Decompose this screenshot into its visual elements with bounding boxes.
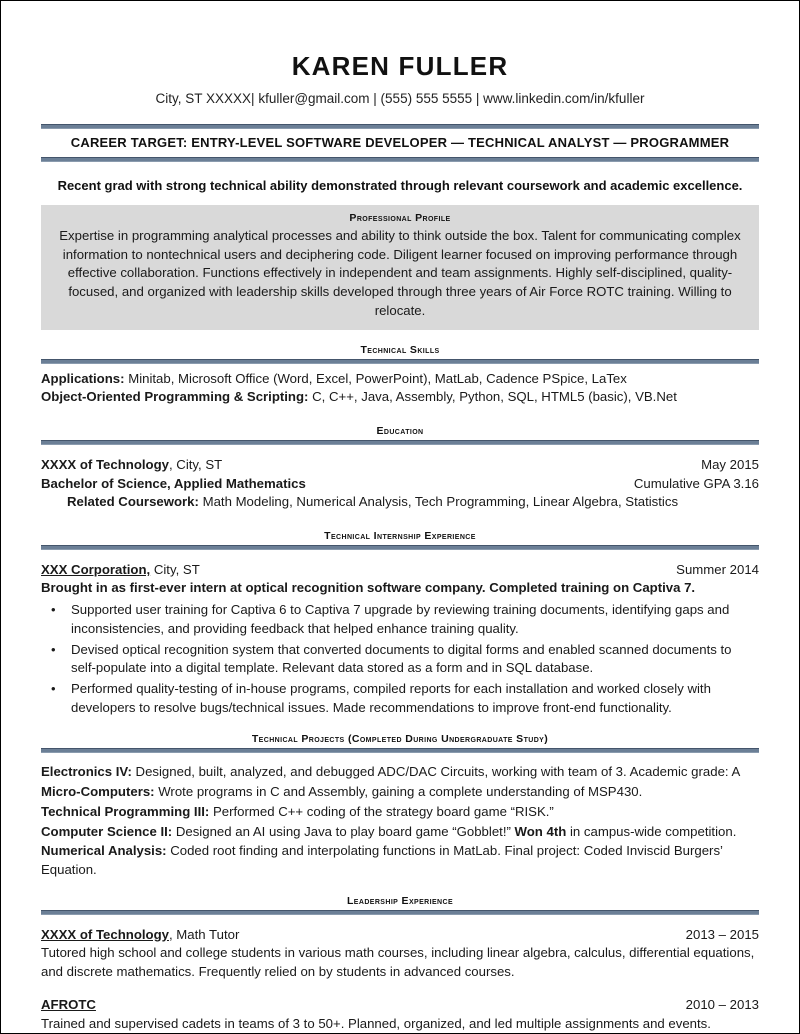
internship-date: Summer 2014 [676, 562, 759, 578]
spacer [41, 550, 759, 560]
internship-company-name: XXX Corporation, [41, 562, 151, 578]
bullet-icon: • [51, 680, 56, 696]
project-emphasis: Won 4th [514, 823, 567, 839]
education-school-name: XXXX of Technology [41, 457, 169, 473]
internship-bullet-list [41, 601, 759, 717]
education-coursework-value: Math Modeling, Numerical Analysis, Tech Programming, Linear Algebra, Statistics [202, 494, 679, 510]
project-item-computer-science [41, 823, 759, 842]
education-school-location: , City, ST [168, 457, 223, 473]
project-item-electronics [41, 763, 759, 782]
resume-body [1, 1, 799, 1033]
project-label: Technical Programming III: [41, 803, 210, 819]
spacer [41, 193, 759, 205]
project-label: Computer Science II: [41, 823, 173, 839]
education-coursework-label: Related Coursework: [67, 494, 199, 510]
project-value: Performed C++ coding of the strategy board game “RISK.” [209, 803, 554, 819]
project-value: Designed, built, analyzed, and debugged ADC/DAC Circuits, working with team of 3. Academic grade: A [131, 764, 741, 780]
education-coursework-row [41, 493, 759, 512]
section-heading-internship: Technical Internship Experience [324, 530, 476, 543]
leadership-entry-title-row [41, 995, 759, 1014]
spacer [41, 881, 759, 893]
internship-bullet-text: Supported user training for Captiva 6 to Captiva 7 upgrade by reviewing training documents, identifying gaps and inconsistencies, and providing feedback that helped enhance training quality. [71, 602, 730, 636]
internship-company-row [41, 560, 759, 579]
skills-value-programming: C, C++, Java, Assembly, Python, SQL, HTML5 (basic), VB.Net [312, 389, 677, 405]
leadership-description: Trained and supervised cadets in teams of 3 to 50+. Planned, organized, and led multiple assignments and events. [41, 1015, 711, 1031]
section-heading-projects: Technical Projects (Completed During Undergraduate Study) [251, 733, 549, 746]
spacer [41, 719, 759, 731]
spacer [41, 915, 759, 925]
education-date: May 2015 [701, 457, 759, 473]
section-heading-profile: Professional Profile [349, 212, 451, 224]
list-item [41, 601, 759, 638]
internship-bullet-text: Devised optical recognition system that converted documents to digital forms and enabled scanned documents to self-populate into a digital template. Relevant data stored as a form and in SQL database. [71, 641, 732, 676]
leadership-role: , Math Tutor [168, 926, 240, 942]
leadership-org: XXXX of Technology [41, 926, 169, 942]
skills-row-applications [41, 370, 759, 389]
section-heading-education: Education [376, 425, 424, 438]
spacer [41, 753, 759, 763]
profile-text: Expertise in programming analytical processes and ability to think outside the box. Talent for communicating complex information to nontechnical users and deciphering code. Diligent learner focused on improving performance through effective collaboration. Functions effectively in independent and team assignments. Highly self-disciplined, quality-focused, and organized with leadership skills developed through three years of Air Force ROTC training. Willing to relocate. [59, 228, 741, 318]
section-heading-skills: Technical Skills [360, 343, 440, 356]
project-label: Numerical Analysis: [41, 843, 167, 859]
project-label: Micro-Computers: [41, 784, 155, 800]
spacer [41, 330, 759, 342]
spacer [41, 445, 759, 455]
candidate-name: KAREN FULLER [291, 51, 509, 81]
list-item [41, 680, 759, 717]
project-item-technical-programming [41, 803, 759, 822]
internship-company [41, 560, 200, 579]
project-value-after: in campus-wide competition. [566, 823, 737, 839]
project-item-micro-computers [41, 783, 759, 802]
leadership-title [41, 925, 239, 944]
skills-label-applications: Applications: [41, 370, 125, 386]
spacer [41, 162, 759, 176]
project-label: Electronics IV: [41, 764, 132, 780]
professional-profile-section [41, 205, 759, 330]
education-school [41, 455, 222, 474]
leadership-title [41, 995, 96, 1014]
leadership-date: 2013 – 2015 [685, 926, 759, 942]
skills-label-programming: Object-Oriented Programming & Scripting: [41, 389, 309, 405]
internship-bullet-text: Performed quality-testing of in-house programs, compiled reports for each installation and worked closely with developers to resolve bugs/technical issues. Made recommendations to improve front-end functionality. [71, 680, 711, 715]
list-item [41, 641, 759, 678]
leadership-description: Tutored high school and college students in various math courses, including linear algebra, calculus, differential equations, and discrete mathematics. Frequently relied on by students in advanced courses. [41, 944, 755, 979]
skills-value-applications: Minitab, Microsoft Office (Word, Excel, PowerPoint), MatLab, Cadence PSpice, LaTex [128, 370, 627, 386]
project-value: Designed an AI using Java to play board game “Gobblet!” [172, 823, 515, 839]
education-school-row [41, 455, 759, 474]
project-value: Wrote programs in C and Assembly, gaining a complete understanding of MSP430. [154, 784, 643, 800]
career-target-text: CAREER TARGET: ENTRY-LEVEL SOFTWARE DEVELOPER — TECHNICAL ANALYST — PROGRAMMER [70, 135, 730, 150]
spacer [41, 981, 759, 995]
spacer [41, 407, 759, 423]
internship-summary: Brought in as first-ever intern at optical recognition software company. Completed training on Captiva 7. [41, 580, 696, 596]
spacer [41, 512, 759, 528]
section-heading-leadership: Leadership Experience [346, 894, 454, 907]
project-item-numerical-analysis [41, 842, 759, 879]
internship-company-location: City, ST [150, 562, 200, 578]
education-degree: Bachelor of Science, Applied Mathematics [41, 476, 306, 492]
bullet-icon: • [51, 602, 56, 618]
project-value: Coded root finding and interpolating functions in MatLab. Final project: Coded Inviscid Burgers’ Equation. [41, 843, 723, 878]
education-gpa: Cumulative GPA 3.16 [633, 476, 759, 492]
leadership-date: 2010 – 2013 [685, 997, 759, 1013]
career-tagline: Recent grad with strong technical ability demonstrated through relevant coursework and academic excellence. [57, 178, 743, 193]
bullet-icon: • [51, 641, 56, 657]
education-degree-row [41, 474, 759, 493]
leadership-entry-title-row [41, 925, 759, 944]
contact-line: City, ST XXXXX| kfuller@gmail.com | (555) 555 5555 | www.linkedin.com/in/kfuller [155, 91, 645, 106]
skills-row-programming [41, 388, 759, 407]
leadership-org: AFROTC [41, 997, 96, 1013]
spacer [41, 106, 759, 124]
